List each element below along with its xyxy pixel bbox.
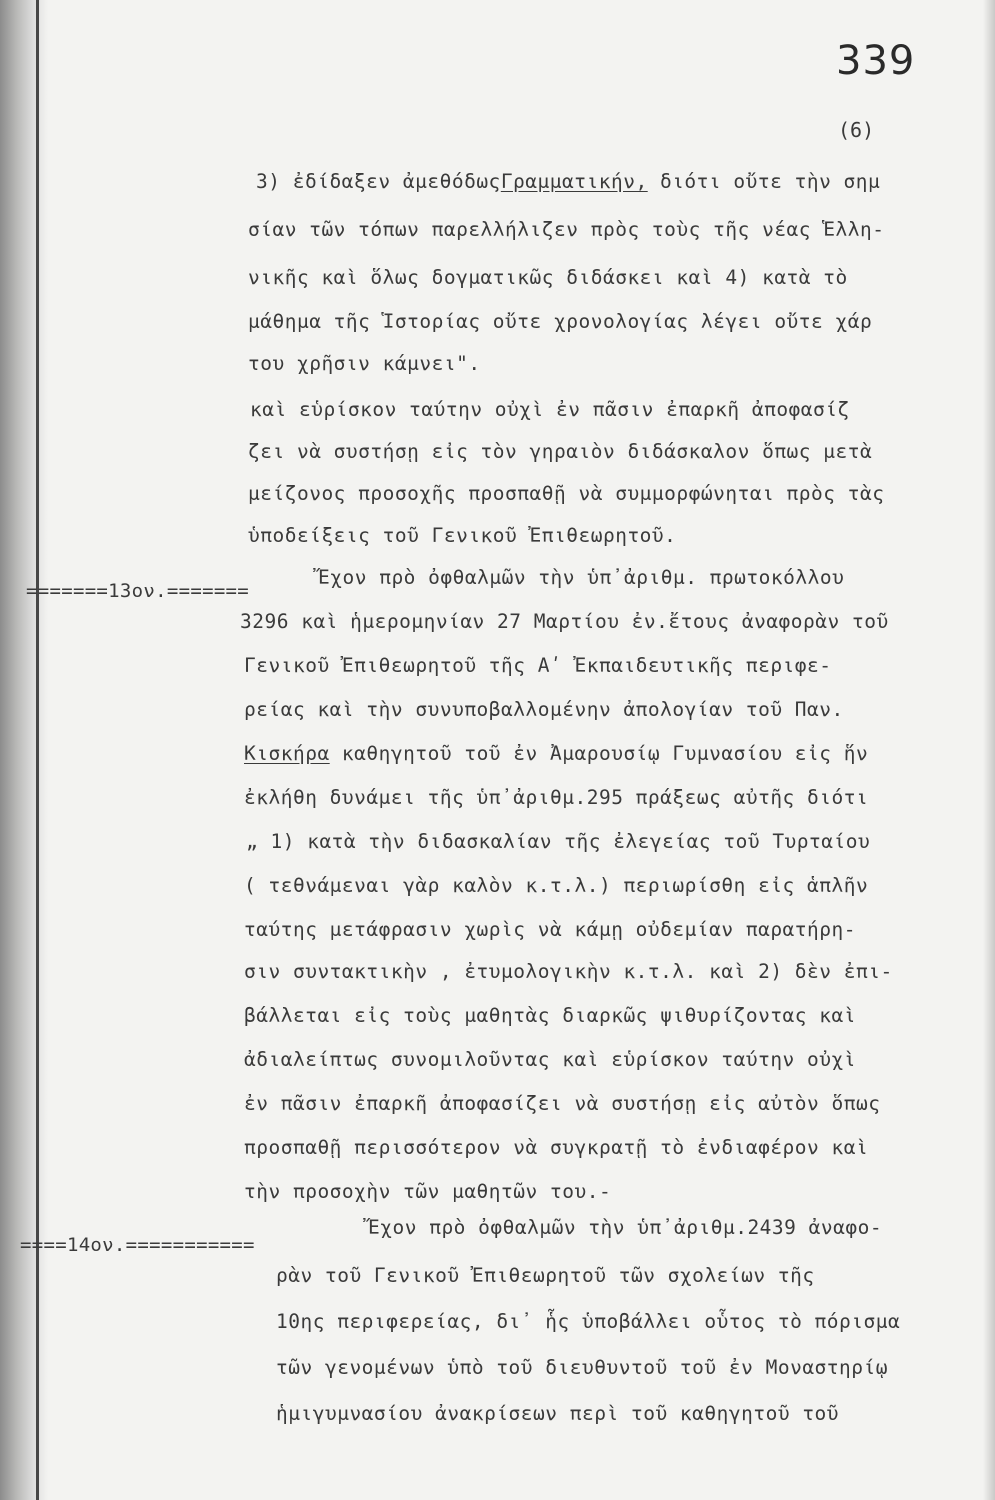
text-line: μείζονος προσοχῆς προσπαθῇ νὰ συμμορφώνηται πρὸς τὰς [248,482,885,505]
scan-binding-edge [36,0,39,1500]
text-line: νικῆς καὶ ὅλως δογματικῶς διδάσκει καὶ 4) κατὰ τὸ [248,266,848,289]
text-line: Γενικοῦ Ἐπιθεωρητοῦ τῆς Αʹ Ἐκπαιδευτικῆς περιφε- [244,654,832,677]
margin-note-13: =======13ον.======= [26,580,250,602]
page-number: 339 [836,38,916,84]
underlined-name: Κισκήρα [244,742,330,765]
text-line: ζει νὰ συστήσῃ εἰς τὸν γηραιὸν διδάσκαλον ὅπως μετὰ [248,440,873,463]
text-line: μάθημα τῆς Ἱστορίας οὔτε χρονολογίας λέγει οὔτε χάρ [248,310,873,333]
text-line: ρὰν τοῦ Γενικοῦ Ἐπιθεωρητοῦ τῶν σχολείων τῆς [276,1264,815,1287]
text-line: 3296 καὶ ἡμερομηνίαν 27 Μαρτίου ἐν.ἔτους ἀναφορὰν τοῦ [240,610,889,633]
text-span: 3) ἐδίδαξεν ἀμεθόδως [256,170,501,193]
margin-note-14: ====14ον.=========== [20,1234,255,1256]
text-line [244,742,868,765]
scan-binding-shadow [0,0,48,1500]
text-line: Ἔχον πρὸ ὀφθαλμῶν τὴν ὑπ᾽ἀριθμ. πρωτοκόλλου [318,566,845,589]
scan-right-edge [983,0,995,1500]
text-line: Ἔχον πρὸ ὀφθαλμῶν τὴν ὑπ᾽ἀριθμ.2439 ἀναφο- [368,1216,883,1239]
text-line: ἡμιγυμνασίου ἀνακρίσεων περὶ τοῦ καθηγητοῦ τοῦ [276,1402,840,1425]
text-line [256,170,880,193]
text-line: ὑποδείξεις τοῦ Γενικοῦ Ἐπιθεωρητοῦ. [248,524,677,547]
text-line: καὶ εὑρίσκον ταύτην οὐχὶ ἐν πᾶσιν ἐπαρκῆ ἀποφασίζ [250,398,850,421]
text-line: ταύτης μετάφρασιν χωρὶς νὰ κάμῃ οὐδεμίαν παρατήρη- [244,918,856,941]
text-line: σίαν τῶν τόπων παρελλήλιζεν πρὸς τοὺς τῆς νέας Ἑλλη- [248,218,885,241]
text-line: βάλλεται εἰς τοὺς μαθητὰς διαρκῶς ψιθυρίζοντας καὶ [244,1004,856,1027]
text-span: διότι οὔτε τὴν σημ [647,170,881,193]
text-line: προσπαθῇ περισσότερον νὰ συγκρατῇ τὸ ἐνδιαφέρον καὶ [244,1136,869,1159]
underlined-word: Γραμματικήν, [500,170,648,193]
text-line: ( τεθνάμεναι γὰρ καλὸν κ.τ.λ.) περιωρίσθη εἰς ἁπλῆν [244,874,869,897]
text-span: καθηγητοῦ τοῦ ἐν Ἀμαρουσίῳ Γυμνασίου εἰς ἥν [329,742,869,765]
text-line: ρείας καὶ τὴν συνυποβαλλομένην ἀπολογίαν τοῦ Παν. [244,698,844,721]
text-line: „ 1) κατὰ τὴν διδασκαλίαν τῆς ἐλεγείας τοῦ Τυρταίου [246,830,871,853]
text-line: ἀδιαλείπτως συνομιλοῦντας καὶ εὑρίσκον ταύτην οὐχὶ [244,1048,856,1071]
text-line: του χρῆσιν κάμνει". [248,352,481,375]
text-line: 10ης περιφερείας, δι᾽ ἧς ὑποβάλλει οὗτος τὸ πόρισμα [276,1310,901,1333]
text-line: σιν συντακτικὴν , ἐτυμολογικὴν κ.τ.λ. καὶ 2) δὲν ἐπι- [244,960,893,983]
page-subnumber: (6) [838,118,875,142]
text-line: ἐκλήθη δυνάμει τῆς ὑπ᾽ἀριθμ.295 πράξεως αὐτῆς διότι [244,786,869,809]
text-line: ἐν πᾶσιν ἐπαρκῆ ἀποφασίζει νὰ συστήσῃ εἰς αὐτὸν ὅπως [244,1092,881,1115]
text-line: τὴν προσοχὴν τῶν μαθητῶν του.- [244,1180,612,1203]
text-line: τῶν γενομένων ὑπὸ τοῦ διευθυντοῦ τοῦ ἐν Μοναστηρίῳ [276,1356,888,1379]
